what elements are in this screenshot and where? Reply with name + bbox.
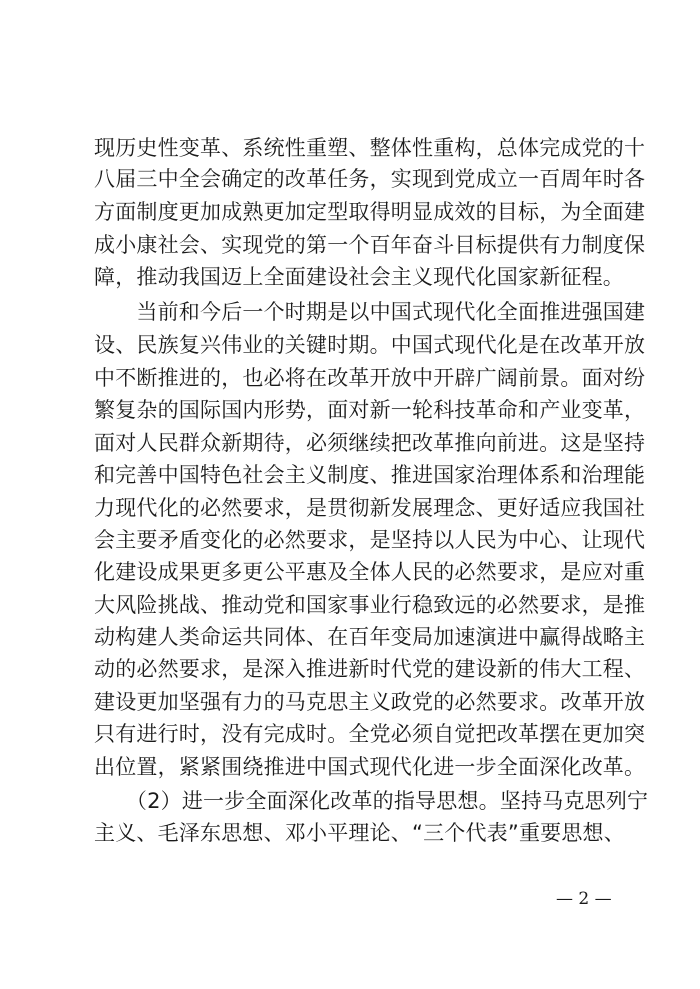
text-line: 当前和今后一个时期是以中国式现代化全面推进强国建	[94, 300, 646, 324]
text-line: 成小康社会、实现党的第一个百年奋斗目标提供有力制度保	[94, 233, 646, 257]
text-line: 动构建人类命运共同体、在百年变局加速演进中赢得战略主	[94, 625, 646, 649]
text-line: 现历史性变革、系统性重塑、整体性重构，总体完成党的十	[94, 136, 646, 160]
text-line: 动的必然要求，是深入推进新时代党的建设新的伟大工程、	[94, 657, 646, 681]
text-line: 方面制度更加成熟更加定型取得明显成效的目标，为全面建	[94, 200, 646, 224]
text-line: 只有进行时，没有完成时。全党必须自觉把改革摆在更加突	[94, 722, 646, 746]
text-line: 主义、毛泽东思想、邓小平理论、“三个代表”重要思想、	[94, 821, 625, 845]
text-line: （2）进一步全面深化改革的指导思想。坚持马克思列宁	[94, 789, 649, 813]
text-line: 建设更加坚强有力的马克思主义政党的必然要求。改革开放	[94, 690, 646, 714]
text-line: 力现代化的必然要求，是贯彻新发展理念、更好适应我国社	[94, 496, 646, 520]
text-line: 中不断推进的，也必将在改革开放中开辟广阔前景。面对纷	[94, 366, 646, 390]
text-line: 化建设成果更多更公平惠及全体人民的必然要求，是应对重	[94, 560, 646, 584]
text-line: 和完善中国特色社会主义制度、推进国家治理体系和治理能	[94, 463, 646, 487]
text-line: 出位置，紧紧围绕推进中国式现代化进一步全面深化改革。	[94, 755, 646, 779]
text-line: 设、民族复兴伟业的关键时期。中国式现代化是在改革开放	[94, 333, 646, 357]
text-line: 大风险挑战、推动党和国家事业行稳致远的必然要求，是推	[94, 593, 646, 617]
text-line: 八届三中全会确定的改革任务，实现到党成立一百周年时各	[94, 167, 646, 191]
text-line: 繁复杂的国际国内形势，面对新一轮科技革命和产业变革，	[94, 398, 646, 422]
text-line: 会主要矛盾变化的必然要求，是坚持以人民为中心、让现代	[94, 528, 646, 552]
text-line: 障，推动我国迈上全面建设社会主义现代化国家新征程。	[94, 265, 624, 289]
text-line: 面对人民群众新期待，必须继续把改革推向前进。这是坚持	[94, 431, 646, 455]
page-number: — 2 —	[556, 889, 612, 909]
